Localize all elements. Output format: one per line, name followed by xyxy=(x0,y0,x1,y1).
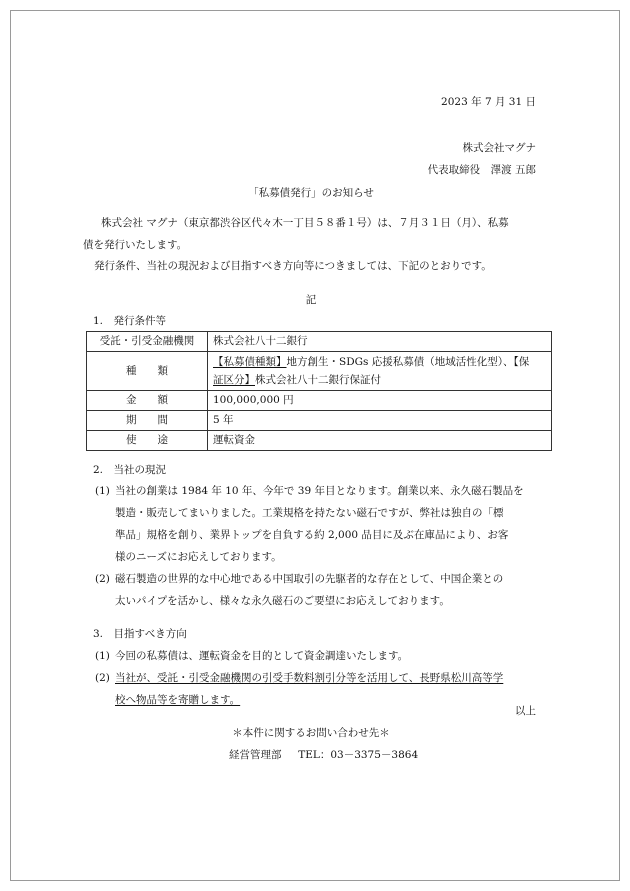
table-value xyxy=(208,352,552,391)
bond-type-label: 【私募債種類】 xyxy=(213,356,287,368)
contact-heading: ＊本件に関するお問い合わせ先＊ xyxy=(232,727,390,739)
table-value: 運転資金 xyxy=(208,431,552,451)
table-row xyxy=(87,411,552,431)
company-name: 株式会社マグナ xyxy=(462,142,536,154)
table-label: 使 途 xyxy=(87,431,208,451)
guarantee-text: 株式会社八十二銀行保証付 xyxy=(255,374,381,386)
contact-dept: 経営管理部 xyxy=(229,749,282,761)
table-row xyxy=(87,352,552,391)
closing-mark: 以上 xyxy=(515,705,536,717)
direction-line: 校へ物品等を寄贈します。 xyxy=(115,694,241,706)
intro-line-3: 発行条件、当社の現況および目指すべき方向等につきましては、下記のとおりです。 xyxy=(94,260,492,272)
bond-type-text: 地方創生・SDGs 応援私募債（地域活性化型）、【保 xyxy=(286,356,530,368)
table-label: 種 類 xyxy=(87,352,208,391)
page-title: 「私募債発行」のお知らせ xyxy=(248,187,374,199)
situation-line: 太いパイプを活かし、様々な永久磁石のご要望にお応えしております。 xyxy=(115,595,450,607)
table-row xyxy=(87,391,552,411)
situation-line: 準品」規格を創り、業界トップを自負する約 2,000 品目に及ぶ在庫品により、お客 xyxy=(115,529,509,541)
guarantee-label: 証区分】 xyxy=(213,374,255,386)
conditions-table xyxy=(86,331,552,451)
section1-heading: 1. 発行条件等 xyxy=(93,315,167,327)
intro-line-1: 株式会社 マグナ（東京都渋谷区代々木一丁目５８番１号）は、７月３１日（月）、私募 xyxy=(101,217,509,229)
direction-line: 当社が、受託・引受金融機関の引受手数料割引分等を活用して、長野県松川高等学 xyxy=(115,672,504,684)
direction-line: 今回の私募債は、運転資金を目的として資金調達いたします。 xyxy=(115,650,409,662)
list-number: (1) xyxy=(95,485,110,497)
table-value: 5 年 xyxy=(208,411,552,431)
situation-line: 様のニーズにお応えしております。 xyxy=(115,551,282,563)
contact-line xyxy=(229,748,418,762)
situation-line: 製造・販売してまいりました。工業規格を持たない磁石ですが、弊社は独自の「標 xyxy=(115,507,504,519)
table-value: 株式会社八十二銀行 xyxy=(208,332,552,352)
representative-name: 代表取締役 澤渡 五郎 xyxy=(427,164,536,176)
list-number: (2) xyxy=(95,672,110,684)
intro-line-2: 債を発行いたします。 xyxy=(83,239,188,251)
table-label: 金 額 xyxy=(87,391,208,411)
ki-mark: 記 xyxy=(305,294,317,306)
table-row xyxy=(87,332,552,352)
contact-tel: TEL：03－3375－3864 xyxy=(298,749,419,761)
situation-line: 磁石製造の世界的な中心地である中国取引の先駆者的な存在として、中国企業との xyxy=(115,573,504,585)
table-row xyxy=(87,431,552,451)
document-page xyxy=(10,10,620,881)
table-label: 受託・引受金融機関 xyxy=(87,332,208,352)
list-number: (2) xyxy=(95,573,110,585)
list-number: (1) xyxy=(95,650,110,662)
table-label: 期 間 xyxy=(87,411,208,431)
section3-heading: 3. 目指すべき方向 xyxy=(93,628,187,640)
table-value: 100,000,000 円 xyxy=(208,391,552,411)
situation-line: 当社の創業は 1984 年 10 年、今年で 39 年目となります。創業以来、永久磁石製品を xyxy=(115,485,524,497)
document-date: 2023 年 7 月 31 日 xyxy=(441,96,536,108)
section2-heading: 2. 当社の現況 xyxy=(93,464,167,476)
